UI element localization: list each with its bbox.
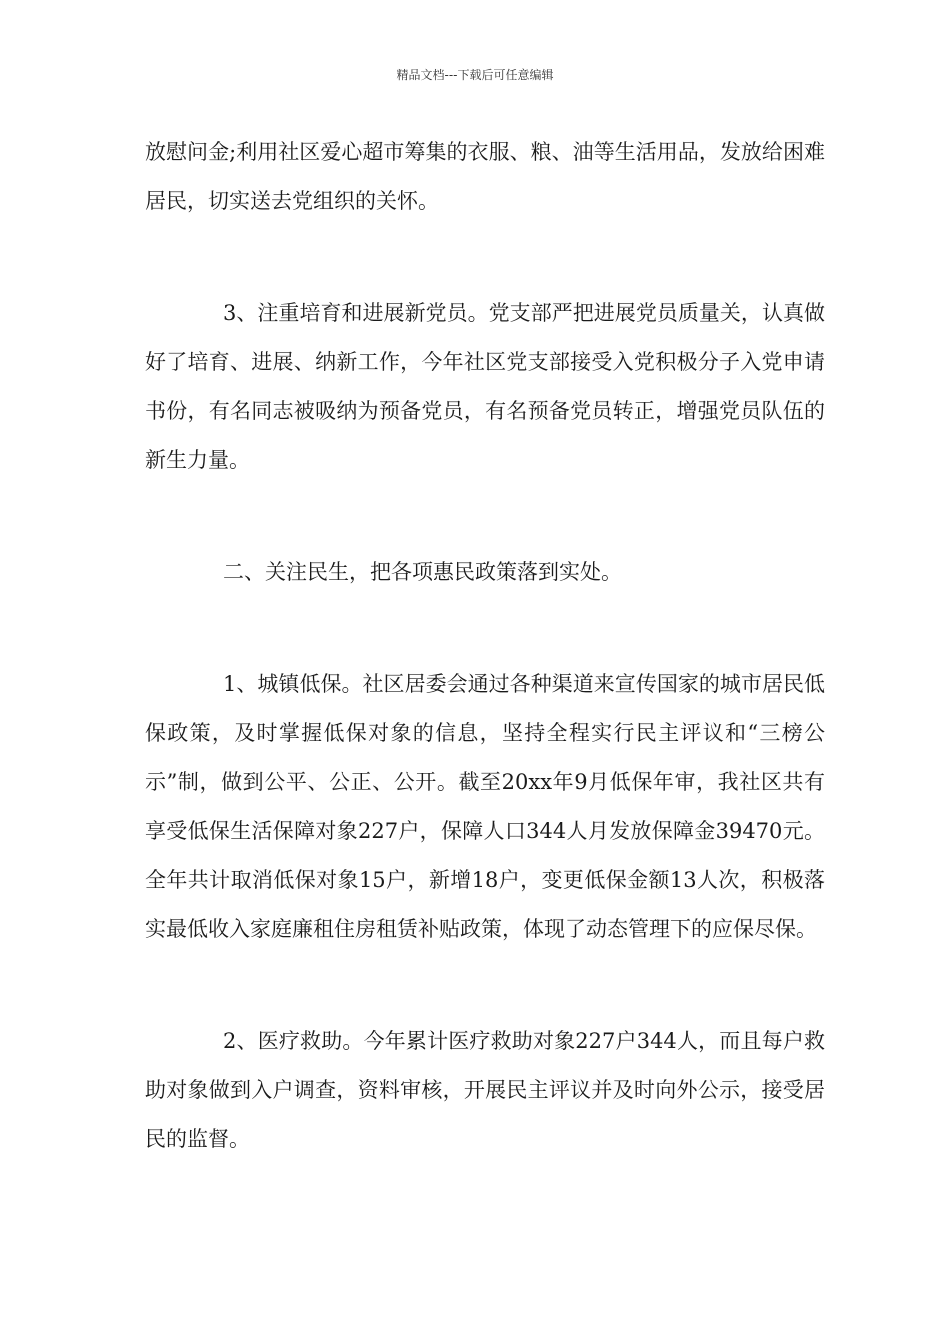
paragraph-medical-aid: 2、医疗救助。今年累计医疗救助对象227户344人，而且每户救助对象做到入户调查，资料审核，开展民主评议并及时向外公示，接受居民的监督。: [145, 1029, 825, 1151]
paragraph-continuation: 放慰问金;利用社区爱心超市筹集的衣服、粮、油等生活用品，发放给困难居民，切实送去党组织的关怀。: [145, 140, 825, 213]
document-body: [145, 128, 825, 1227]
section-heading-livelihood: 二、关注民生，把各项惠民政策落到实处。: [223, 560, 622, 584]
paragraph-new-members: 3、注重培育和进展新党员。党支部严把进展党员质量关，认真做好了培育、进展、纳新工作，今年社区党支部接受入党积极分子入党申请书份，有名同志被吸纳为预备党员，有名预备党员转正，增强党员队伍的新生力量。: [145, 301, 825, 472]
page-header: 精品文档---下载后可任意编辑: [396, 68, 554, 82]
paragraph-urban-subsistence: 1、城镇低保。社区居委会通过各种渠道来宣传国家的城市居民低保政策，及时掌握低保对象的信息，坚持全程实行民主评议和“三榜公示”制，做到公平、公正、公开。截至20xx年9月低保年审，我社区共有享受低保生活保障对象227户，保障人口344人月发放保障金39470元。全年共计取消低保对象15户，新增18户，变更低保金额13人次，积极落实最低收入家庭廉租住房租赁补贴政策，体现了动态管理下的应保尽保。: [145, 672, 825, 941]
